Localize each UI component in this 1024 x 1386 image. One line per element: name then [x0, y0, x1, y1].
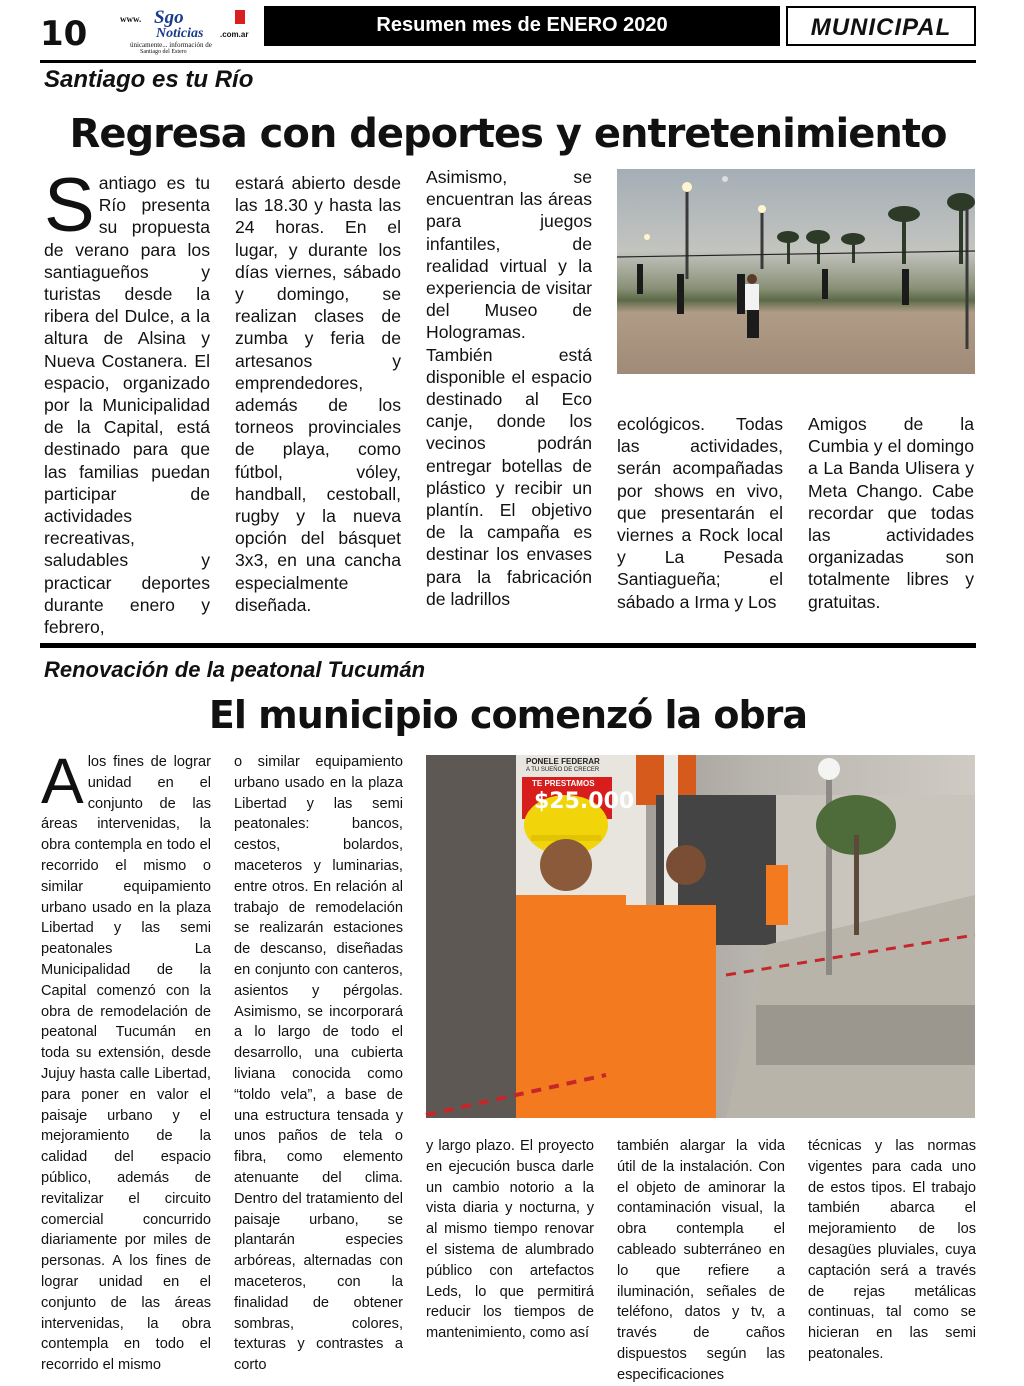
- beach-volleyball-illustration: [617, 169, 975, 374]
- sign-text-1: PONELE FEDERAR: [526, 757, 600, 766]
- sign-text-4: $25.000: [534, 789, 635, 814]
- article2-headline: El municipio comenzó la obra: [208, 693, 808, 737]
- article1-headline: Regresa con deportes y entretenimiento: [69, 111, 947, 157]
- article2-dropcap: A: [41, 745, 84, 817]
- article2-column-3: y largo plazo. El proyecto en ejecución busca darle un cambio notorio a la vista diaria y nocturna, y al mismo tiempo renovar el sistema de alumbrado público con artefactos Leds, lo que permitirá reducir los tiempos de mantenimiento, como así: [426, 1138, 594, 1342]
- section-label: MUNICIPAL: [810, 14, 952, 41]
- logo-domain-prefix: www.: [120, 14, 142, 24]
- article2-column-5: técnicas y las normas vigentes para cada uno de estos tipos. El trabajo también abarca el mejoramiento de los desagües pluviales, cuya captación será a través de rejas metálicas continuas, tal como se hicieran en las semi peatonales.: [808, 1138, 976, 1362]
- logo-domain-suffix: .com.ar: [220, 30, 249, 39]
- article1-column-1: [44, 163, 210, 638]
- article1-dropcap: S: [44, 163, 95, 248]
- logo-flag-icon: [235, 10, 245, 24]
- logo-tagline: únicamente... información de: [130, 41, 212, 49]
- sign-text-3: TE PRESTAMOS: [532, 779, 595, 788]
- logo-tagline-2: Santiago del Estero: [140, 49, 187, 55]
- article1-kicker: Santiago es tu Río: [44, 66, 254, 93]
- article1-col1-text: antiago es tu Río presenta su propuesta de verano para los santiagueños y turistas desde la ribera del Dulce, a la altura de Alsina y Nueva Costanera. El espacio, organizado por la Municipalidad de la Capital, está destinado para que las familias puedan participar de actividades recreativas, saludables y practicar deportes durante enero y febrero,: [44, 173, 210, 638]
- article2-column-2: o similar equipamiento urbano usado en la plaza Libertad y las semi peatonales: bancos, cestos, bolardos, maceteros y luminarias, entre otros. En relación al trabajo de remodelación se realizarán estaciones de descanso, diseñadas en conjunto con canteros, asientos y pérgolas. Asimismo, se incorporará a lo largo de todo el desarrollo, una cubierta liviana conocida como “toldo vela”, a base de una estructura tensada y unos paños de tela o fibra, como elemento atenuante del clima. Dentro del tratamiento del paisaje urbano, se plantarán especies arbóreas, alternadas con maceteros, con la finalidad de obtener sombras, colores, texturas y contrastes a corto: [234, 754, 403, 1374]
- beach-volleyball-photo: [617, 169, 975, 374]
- sgo-noticias-logo: [110, 7, 260, 55]
- header-title-bar: [264, 6, 780, 46]
- article1-column-4: ecológicos. Todas las actividades, serán acompañadas por shows en vivo, que presentarán el viernes a Rock local y La Pesada Santiagueña; el sábado a Irma y Los: [617, 414, 783, 612]
- logo-name-bottom: Noticias: [156, 26, 204, 41]
- sign-text-2: A TU SUEÑO DE CRECER: [526, 767, 600, 773]
- page-number: 10: [40, 14, 88, 54]
- article1-column-2: estará abierto desde las 18.30 y hasta las 24 horas. En el lugar, y durante los días viernes, sábado y domingo, se realizan clases de zumba y feria de artesanos y emprendedores, además de los torneos provinciales de playa, como fútbol, vóley, handball, cestoball, rugby y la nueva opción del básquet 3x3, en una cancha especialmente diseñada.: [235, 173, 401, 615]
- header-title: Resumen mes de ENERO 2020: [376, 14, 668, 36]
- article2-col1-text: los fines de lograr unidad en el conjunto de las áreas intervenidas, la obra contempla en todo el recorrido el mismo o similar equipamiento urbano usado en la plaza Libertad y las semi peatonales La Municipalidad de la Capital comenzó con la obra de remodelación de peatonal Tucumán en toda su extensión, desde Jujuy hasta calle Libertad, para poner en valor el paisaje urbano y el mejoramiento de la calidad del espacio público, además de revitalizar el circuito comercial concurrido diariamente por miles de personas. A los fines de lograr unidad en el conjunto de las áreas intervenidas, la obra contempla en todo el recorrido el mismo: [41, 754, 211, 1374]
- section-label-box: [786, 6, 976, 46]
- logo-name-top: Sgo: [154, 7, 184, 28]
- article-divider: [40, 643, 976, 648]
- street-workers-illustration: [426, 755, 975, 1118]
- article1-column-5: Amigos de la Cumbia y el domingo a La Banda Ulisera y Meta Chango. Cabe recordar que todas las actividades organizadas son totalmente libres y gratuitas.: [808, 414, 974, 612]
- article2-column-1: [41, 745, 211, 1374]
- article1-column-3: Asimismo, se encuentran las áreas para juegos infantiles, de realidad virtual y la experiencia de visitar del Museo de Hologramas. También está disponible el espacio destinado al Eco canje, donde los vecinos podrán entregar botellas de plástico y recibir un plantín. El objetivo de la campaña es destinar los envases para la fabricación de ladrillos: [426, 167, 592, 609]
- header-rule: [40, 60, 976, 63]
- article2-kicker: Renovación de la peatonal Tucumán: [44, 657, 426, 682]
- street-workers-photo: [426, 755, 975, 1118]
- article2-column-4: también alargar la vida útil de la instalación. Con el objeto de aminorar la contaminación visual, la obra contempla el cableado subterráneo en lo que refiere a iluminación, señales de teléfono, datos y tv, a través de caños dispuestos según las especificaciones: [617, 1138, 785, 1383]
